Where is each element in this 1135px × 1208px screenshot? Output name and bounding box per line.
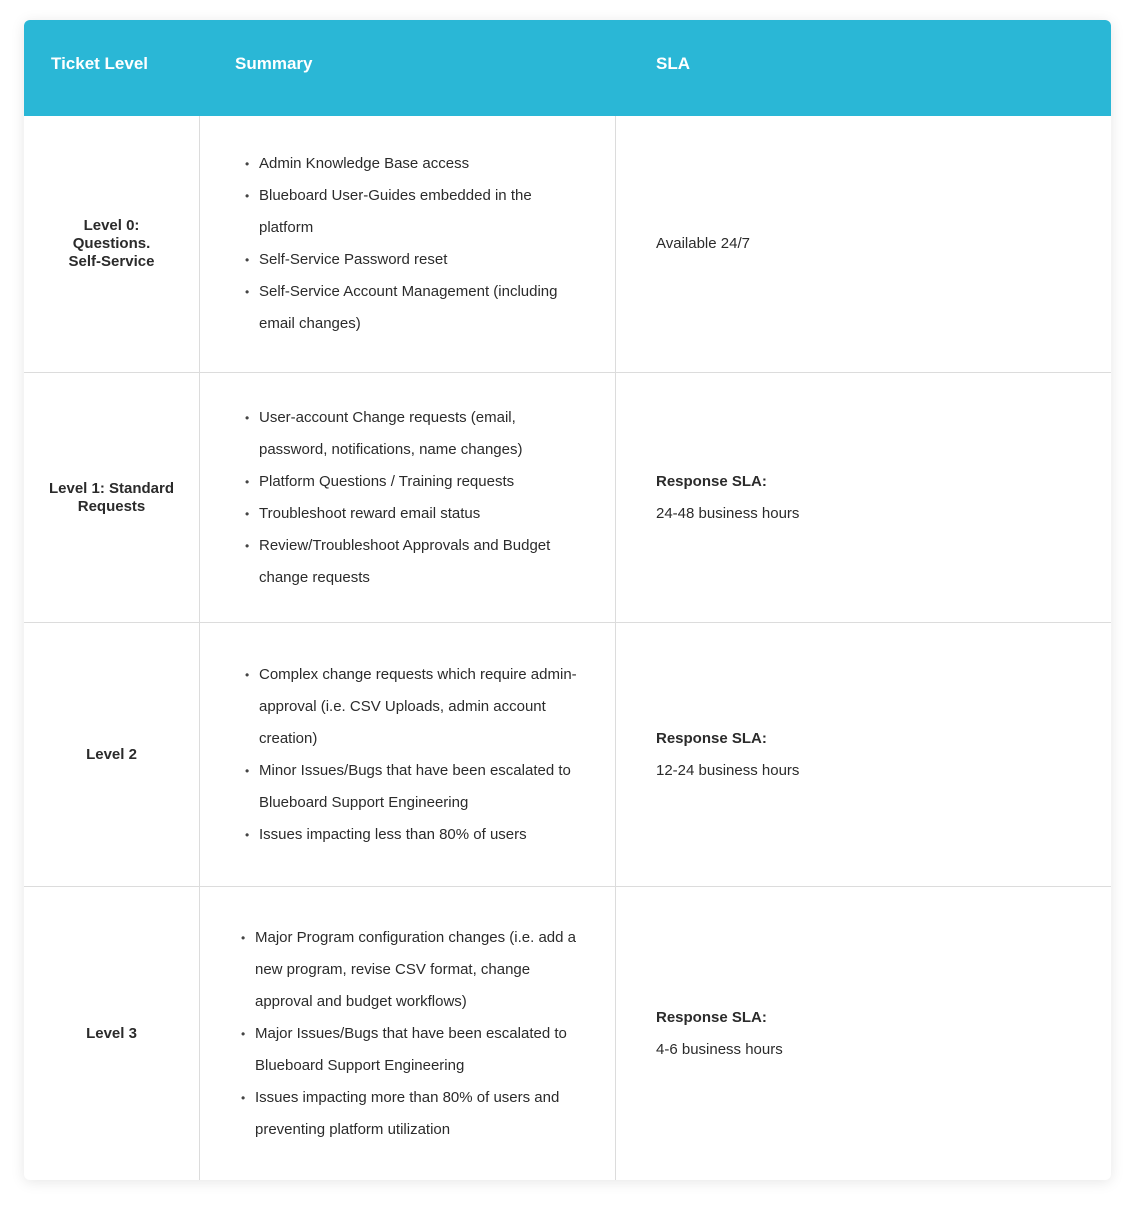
- list-item: • Admin Knowledge Base access: [259, 148, 577, 180]
- summary-cell: [200, 887, 616, 1180]
- summary-cell: [200, 373, 616, 622]
- level-cell: [24, 373, 200, 622]
- list-item: • Issues impacting more than 80% of users and preventing platform utilization: [255, 1082, 577, 1146]
- sla-cell: [616, 373, 1111, 622]
- list-item: • User-account Change requests (email, password, notifications, name changes): [259, 402, 577, 466]
- table-row: [24, 116, 1111, 373]
- list-item: • Blueboard User-Guides embedded in the platform: [259, 180, 577, 244]
- level-label: Level 2: [86, 745, 137, 763]
- table-header: [24, 20, 1111, 116]
- header-ticket-level: Ticket Level: [51, 54, 149, 73]
- level-cell: [24, 887, 200, 1180]
- sla-label: Response SLA:: [656, 1008, 767, 1026]
- summary-list: [200, 659, 615, 851]
- table-row: [24, 373, 1111, 623]
- sla-label: Response SLA:: [656, 472, 767, 490]
- list-item: • Platform Questions / Training requests: [259, 466, 577, 498]
- sla-value: 4-6 business hours: [656, 1040, 783, 1058]
- sla-value: 24-48 business hours: [656, 504, 800, 522]
- summary-cell: [200, 116, 616, 372]
- level-label: Level 0: Questions. Self-Service: [68, 217, 155, 270]
- list-item: • Major Program configuration changes (i.e. add a new program, revise CSV format, change approval and budget workflows): [255, 922, 577, 1018]
- list-item: • Self-Service Password reset: [259, 244, 577, 276]
- table-row: [24, 623, 1111, 887]
- summary-cell: [200, 623, 616, 886]
- list-item: • Minor Issues/Bugs that have been escalated to Blueboard Support Engineering: [259, 755, 577, 819]
- sla-value: 12-24 business hours: [656, 761, 800, 779]
- list-item: • Troubleshoot reward email status: [259, 498, 577, 530]
- header-sla: SLA: [656, 54, 690, 73]
- list-item: • Complex change requests which require admin-approval (i.e. CSV Uploads, admin account creation): [259, 659, 577, 755]
- summary-list: [200, 922, 615, 1146]
- level-label: Level 1: Standard Requests: [48, 479, 175, 515]
- list-item: • Issues impacting less than 80% of users: [259, 819, 577, 851]
- level-label: Level 3: [86, 1024, 137, 1042]
- list-item: • Review/Troubleshoot Approvals and Budget change requests: [259, 530, 577, 594]
- sla-label: Response SLA:: [656, 729, 767, 747]
- table-row: [24, 887, 1111, 1180]
- sla-cell: [616, 887, 1111, 1180]
- list-item: • Self-Service Account Management (including email changes): [259, 276, 577, 340]
- sla-value: Available 24/7: [656, 235, 750, 252]
- header-summary: Summary: [235, 54, 313, 73]
- sla-cell: [616, 623, 1111, 886]
- sla-table: [24, 20, 1111, 1180]
- sla-cell: [616, 116, 1111, 372]
- level-cell: [24, 116, 200, 372]
- summary-list: [200, 402, 615, 594]
- summary-list: [200, 148, 615, 340]
- level-cell: [24, 623, 200, 886]
- list-item: • Major Issues/Bugs that have been escalated to Blueboard Support Engineering: [255, 1018, 577, 1082]
